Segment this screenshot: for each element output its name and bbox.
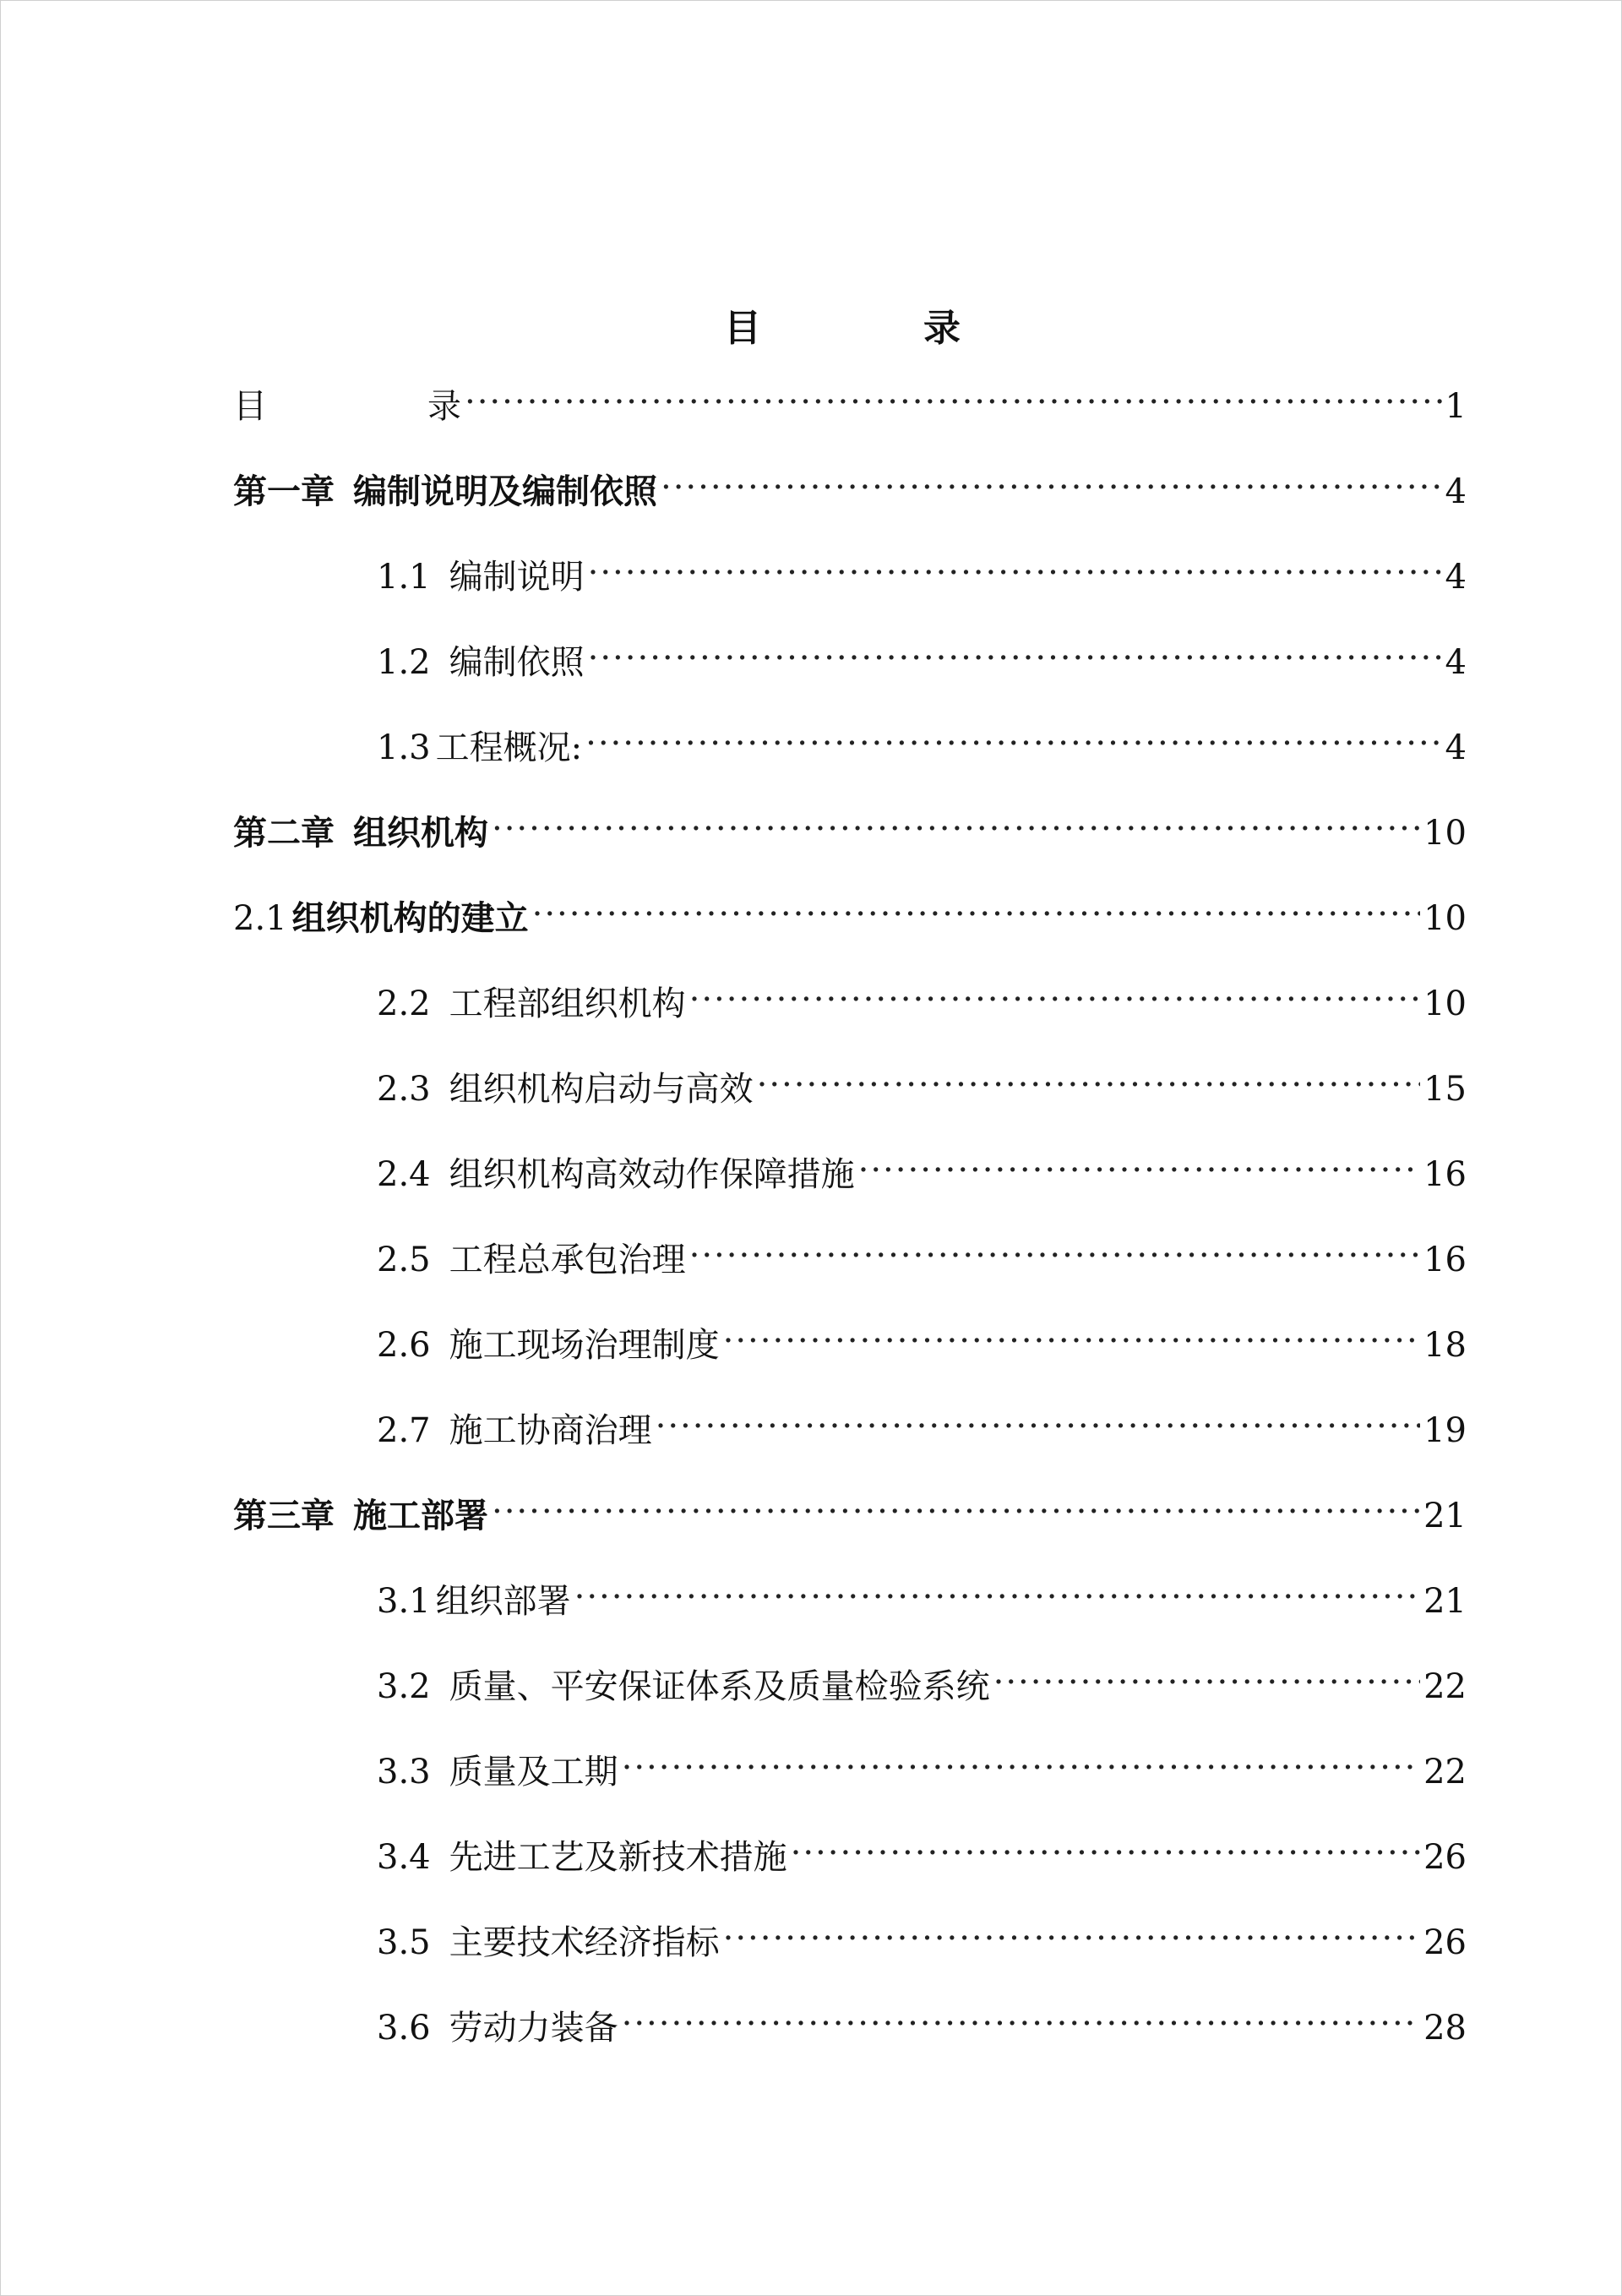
toc-entry-chapter-2[interactable] (233, 808, 1467, 893)
toc-entry-number: 3.5 (377, 1923, 431, 1962)
toc-entry-mulu[interactable] (233, 381, 1467, 466)
page-title (724, 295, 961, 354)
dot-leader (622, 2004, 1420, 2039)
toc-entry-number: 3.1 (377, 1582, 431, 1621)
dot-leader (492, 1492, 1420, 1527)
toc-entry-2-3[interactable] (233, 1064, 1467, 1149)
toc-entry-1-2[interactable] (233, 637, 1467, 723)
toc-entry-label: 组织机构 (353, 813, 488, 853)
toc-page-number: 26 (1423, 1838, 1467, 1877)
dot-leader (588, 638, 1442, 674)
toc-entry-label: 工程总承包治理 (449, 1241, 686, 1279)
dot-leader (791, 1833, 1420, 1868)
toc-page-number: 10 (1423, 899, 1467, 938)
dot-leader (588, 553, 1442, 588)
toc-page-number: 4 (1445, 472, 1467, 511)
toc-entry-label: 组织机构启动与高效 (449, 1070, 754, 1109)
toc-page-number: 22 (1423, 1753, 1467, 1792)
toc-entry-3-3[interactable] (233, 1747, 1467, 1832)
toc-entry-2-7[interactable] (233, 1405, 1467, 1491)
toc-entry-1-1[interactable] (233, 552, 1467, 637)
dot-leader (661, 467, 1442, 503)
toc-entry-chapter-1[interactable] (233, 466, 1467, 552)
dot-leader (689, 979, 1420, 1015)
toc-entry-number: 3.2 (377, 1667, 431, 1706)
dot-leader (757, 1065, 1420, 1100)
toc-entry-label: 编制说明及编制依照 (353, 472, 657, 511)
dot-leader (574, 1577, 1420, 1612)
toc-entry-label: 组织机构的建立 (291, 898, 529, 938)
toc-page-number: 21 (1423, 1582, 1467, 1621)
toc-page-number: 4 (1445, 643, 1467, 682)
toc-entry-label-char: 目 (233, 387, 267, 426)
dot-leader (532, 894, 1420, 930)
toc-entry-number: 1.2 (377, 643, 431, 682)
toc-entry-number: 2.6 (377, 1326, 431, 1365)
dot-leader (622, 1748, 1420, 1783)
toc-entry-3-1[interactable] (233, 1576, 1467, 1661)
toc-entry-label: 主要技术经济指标 (449, 1923, 720, 1962)
toc-entry-label: 工程概况: (435, 728, 583, 767)
dot-leader (492, 809, 1420, 844)
dot-leader (858, 1150, 1420, 1186)
toc-entry-label: 组织部署 (435, 1582, 571, 1621)
toc-entry-label (233, 381, 461, 432)
toc-entry-number: 3.4 (377, 1838, 431, 1877)
toc-entry-2-1[interactable] (233, 893, 1467, 979)
toc-entry-label: 劳动力装备 (449, 2009, 618, 2048)
toc-entry-3-4[interactable] (233, 1832, 1467, 1917)
toc-entry-number: 第一章 (233, 472, 335, 511)
toc-entry-3-2[interactable] (233, 1661, 1467, 1747)
toc-page-number: 28 (1423, 2009, 1467, 2048)
dot-leader (656, 1406, 1420, 1442)
page-title-char-2: 录 (923, 307, 961, 350)
toc-page-number: 4 (1445, 558, 1467, 597)
dot-leader (993, 1662, 1420, 1698)
toc-entry-number: 2.3 (377, 1070, 431, 1109)
toc-entry-2-2[interactable] (233, 979, 1467, 1064)
toc-entry-number: 2.4 (377, 1155, 431, 1194)
toc-entry-chapter-3[interactable] (233, 1491, 1467, 1576)
toc-entry-3-6[interactable] (233, 2003, 1467, 2088)
toc-page-number: 1 (1445, 387, 1467, 426)
dot-leader (689, 1235, 1420, 1271)
toc-page-number: 26 (1423, 1923, 1467, 1962)
toc-entry-number: 第二章 (233, 813, 335, 853)
table-of-contents (233, 381, 1467, 2088)
toc-entry-label: 施工部署 (353, 1496, 488, 1535)
toc-entry-3-5[interactable] (233, 1917, 1467, 2003)
toc-page-number: 21 (1423, 1497, 1467, 1535)
toc-entry-label: 组织机构高效动作保障措施 (449, 1155, 855, 1194)
toc-entry-number: 1.3 (377, 728, 431, 767)
toc-entry-number: 第三章 (233, 1496, 335, 1535)
toc-page-number: 19 (1423, 1411, 1467, 1450)
toc-page-number: 15 (1423, 1070, 1467, 1109)
toc-page-number: 22 (1423, 1667, 1467, 1706)
toc-entry-number: 3.6 (377, 2009, 431, 2048)
toc-page-number: 16 (1423, 1241, 1467, 1279)
toc-entry-label: 编制说明 (449, 558, 585, 597)
toc-page-number: 18 (1423, 1326, 1467, 1365)
toc-entry-2-4[interactable] (233, 1149, 1467, 1235)
toc-entry-label: 质量及工期 (449, 1753, 618, 1792)
toc-entry-label-char: 录 (427, 387, 461, 426)
dot-leader (585, 723, 1441, 759)
toc-entry-label: 施工协商治理 (449, 1411, 652, 1450)
toc-entry-2-6[interactable] (233, 1320, 1467, 1405)
dot-leader (723, 1918, 1420, 1954)
dot-leader (723, 1321, 1420, 1356)
toc-entry-number: 2.5 (377, 1241, 431, 1279)
toc-page-number: 10 (1423, 984, 1467, 1023)
dot-leader (465, 382, 1442, 417)
toc-entry-number: 2.2 (377, 984, 431, 1023)
toc-entry-label: 工程部组织机构 (449, 984, 686, 1023)
page-title-char-1: 目 (724, 307, 761, 350)
toc-entry-label: 质量、平安保证体系及质量检验系统 (449, 1667, 990, 1706)
toc-entry-number: 1.1 (377, 558, 431, 597)
toc-page-number: 10 (1423, 814, 1467, 853)
toc-entry-1-3[interactable] (233, 723, 1467, 808)
toc-entry-label: 先进工艺及新技术措施 (449, 1838, 787, 1877)
toc-entry-number: 2.7 (377, 1411, 431, 1450)
toc-page-number: 16 (1423, 1155, 1467, 1194)
toc-entry-2-5[interactable] (233, 1235, 1467, 1320)
toc-page-number: 4 (1445, 728, 1467, 767)
toc-entry-label: 施工现场治理制度 (449, 1326, 720, 1365)
toc-entry-label: 编制依照 (449, 643, 585, 682)
toc-entry-number: 3.3 (377, 1753, 431, 1792)
toc-entry-number: 2.1 (233, 899, 287, 938)
